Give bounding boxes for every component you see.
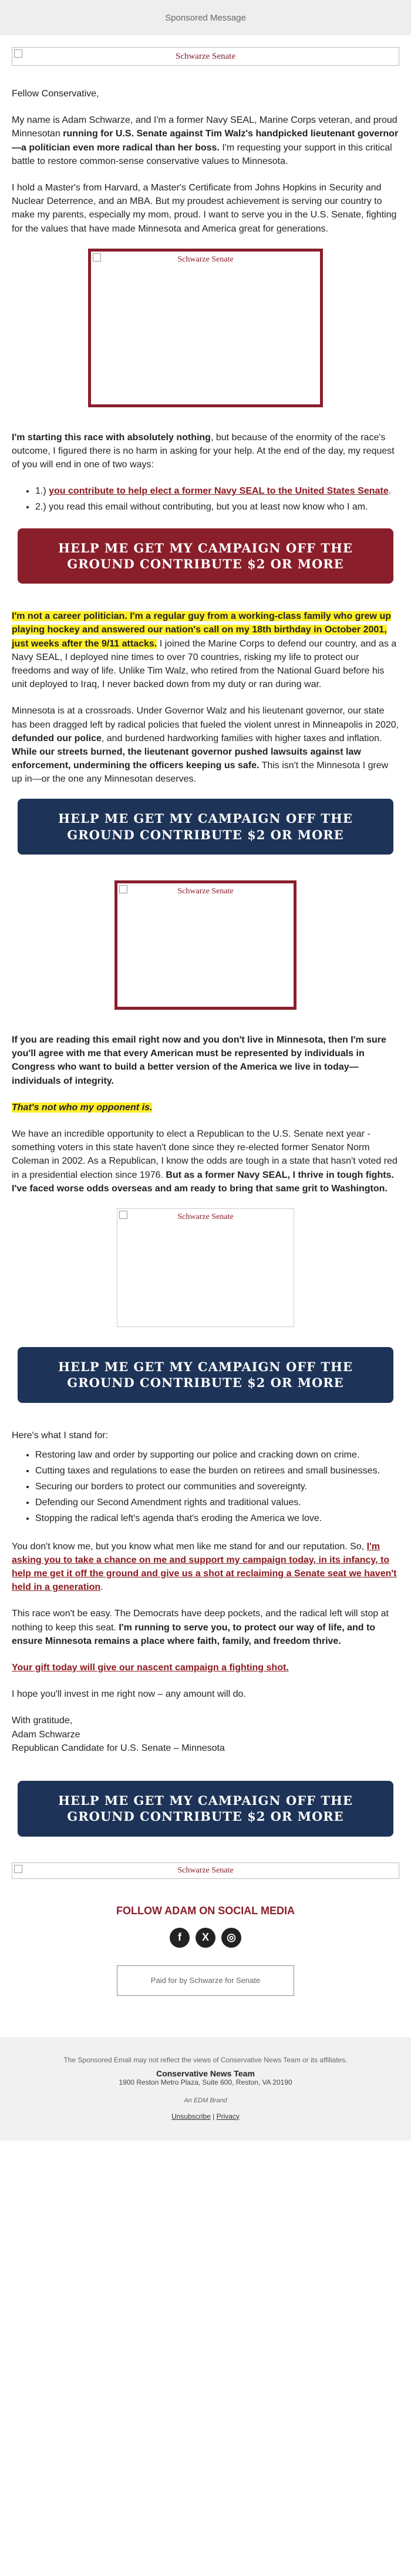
know-text: You don't know me, but you know what men like me stand for and our reputation. So, [12, 1541, 367, 1552]
stand-intro: Here's what I stand for: [12, 1430, 109, 1441]
sender-address: 1900 Reston Metro Plaza, Suite 600, Reston, VA 20190 [119, 2078, 292, 2086]
image-alt: Schwarze Senate [177, 254, 234, 264]
footer-banner-alt: Schwarze Senate [177, 1865, 234, 1875]
signoff [12, 1714, 399, 1755]
broken-image-icon [14, 1865, 22, 1873]
broken-image-icon [14, 49, 22, 58]
career-paragraph [12, 609, 399, 691]
signer-name: Adam Schwarze [12, 1729, 80, 1740]
crossroads-bold: While our streets burned, the lieutenant governor pushed lawsuits against law enforcement, undermining the officers keeping us safe. [12, 746, 361, 771]
fineprint-footer [0, 2037, 411, 2140]
campaign-image-2[interactable] [114, 880, 297, 1010]
crossroads-paragraph [12, 704, 399, 786]
option-suffix: . [388, 486, 392, 497]
instagram-icon[interactable]: ◎ [221, 1928, 241, 1948]
starting-paragraph [12, 431, 399, 472]
opportunity-text: We have an incredible opportunity to elect a Republican to the U.S. Senate next year - something voters in this state haven't done since they re-elected former Senator Norm Coleman in 2002. As a Republican, I know the odds are tough in a state that hasn't voted red in a presidential election since 1976. [12, 1129, 397, 1180]
link-separator: | [210, 2112, 217, 2121]
option-prefix: 1.) [35, 486, 49, 497]
stand-item: • Securing our borders to protect our communities and sovereignty. [35, 1480, 399, 1493]
social-icons [12, 1928, 399, 1948]
x-icon[interactable]: X [196, 1928, 215, 1948]
crossroads-text: Minnesota is at a crossroads. Under Governor Walz and his lieutenant governor, our state has been dragged left by radical policies that fueled the violent unrest in Minneapolis in 2020, [12, 706, 399, 730]
easy-paragraph [12, 1607, 399, 1648]
credentials-paragraph: I hold a Master's from Harvard, a Master's Certificate from Johns Hopkins in Security and Nuclear Deterrence, and an MBA. But my proudest achievement is serving our country to make my parents, especially my mom, proud. I want to serve you in the U.S. Senate, fighting for the values that have made Minnesota and America great for generations. [12, 182, 397, 234]
gift-paragraph [12, 1661, 399, 1674]
gift-link[interactable]: Your gift today will give our nascent campaign a fighting shot. [12, 1662, 289, 1673]
career-text: I joined the Marine Corps to defend our country, and as a Navy SEAL, I deployed nine times to over 70 countries, risking my life to protect our freedoms and way of life. Unlike Tim Walz, who retired from the National Guard before his unit deployed to Iraq, I never backed down from my duty or ran during war. [12, 638, 397, 690]
know-text-end: . [100, 1582, 103, 1593]
signoff-line: With gratitude, [12, 1716, 73, 1726]
opponent-highlight: That's not who my opponent is. [12, 1102, 153, 1113]
stands-list [12, 1448, 399, 1526]
privacy-link[interactable]: Privacy [216, 2112, 240, 2121]
know-paragraph [12, 1540, 399, 1594]
brand-tag: An EDM Brand [184, 2096, 227, 2104]
top-banner-image[interactable] [12, 47, 399, 66]
crossroads-bold: defunded our police [12, 733, 102, 743]
email-body [0, 47, 411, 1996]
intro-bold: running for U.S. Senate against Tim Walz's handpicked lieutenant governor—a politician even more radical than her boss. [12, 129, 399, 153]
easy-bold: I'm running to serve you, to protect our way of life, and to ensure Minnesota remains a place where faith, family, and freedom thrive. [12, 1622, 376, 1646]
greeting: Fellow Conservative, [12, 89, 99, 99]
stand-item: • Cutting taxes and regulations to ease the burden on retirees and small businesses. [35, 1464, 399, 1478]
crossroads-text: This isn't the Minnesota I grew up in—or the one any Minnesotan deserves. [12, 761, 389, 785]
easy-text: This race won't be easy. The Democrats have deep pockets, and the radical left will stop at nothing to keep this seat. [12, 1609, 389, 1633]
banner-alt: Schwarze Senate [175, 51, 236, 61]
sponsored-header [0, 0, 411, 35]
stand-item: • Restoring law and order by supporting our police and cracking down on crime. [35, 1448, 399, 1462]
footer-links [12, 2112, 399, 2121]
intro-text-end: I'm requesting your support in this critical battle to restore common-sense conservative values to Minnesota. [12, 142, 392, 166]
image-alt: Schwarze Senate [177, 887, 234, 896]
paid-for-text: Paid for by Schwarze for Senate [150, 1976, 261, 1985]
career-highlight: I'm not a career politician. I'm a regular guy from a working-class family who grew up playing hockey and answered our nation's call on my 18th birthday in October 2001, just weeks after the 9/11 attacks. [12, 611, 391, 649]
footer-banner-image[interactable] [12, 1863, 399, 1879]
contribute-button[interactable]: HELP ME GET MY CAMPAIGN OFF THE GROUND CONTRIBUTE $2 OR MORE [18, 799, 393, 855]
invest-paragraph: I hope you'll invest in me right now – any amount will do. [12, 1689, 246, 1700]
stand-item: • Defending our Second Amendment rights and traditional values. [35, 1496, 399, 1509]
contribute-button[interactable]: HELP ME GET MY CAMPAIGN OFF THE GROUND CONTRIBUTE $2 OR MORE [18, 1781, 393, 1837]
disclaimer: The Sponsored Email may not reflect the views of Conservative News Team or its affiliates. [63, 2055, 348, 2064]
sponsored-label: Sponsored Message [165, 12, 246, 23]
unsubscribe-link[interactable]: Unsubscribe [171, 2112, 211, 2121]
crossroads-text: , and burdened hardworking families with higher taxes and inflation. [101, 733, 382, 743]
intro-paragraph [12, 113, 399, 168]
signer-title: Republican Candidate for U.S. Senate – Minnesota [12, 1743, 225, 1753]
image-alt: Schwarze Senate [177, 1212, 234, 1221]
option-item [35, 500, 399, 514]
campaign-image-3[interactable] [117, 1208, 294, 1327]
sender-name: Conservative News Team [156, 2068, 255, 2078]
starting-bold: I'm starting this race with absolutely nothing [12, 432, 211, 443]
support-link[interactable]: I'm asking you to take a chance on me and support my campaign today, in its infancy, to help me get it off the ground and give us a shot at reclaiming a Senate seat we haven't held in a generation [12, 1541, 397, 1593]
option-text: you read this email without contributing, but you at least now know who I am. [49, 502, 368, 512]
options-list [12, 484, 399, 514]
option-item [35, 484, 399, 498]
contribute-link[interactable]: you contribute to help elect a former Navy SEAL to the United States Senate [49, 486, 389, 497]
facebook-icon[interactable]: f [170, 1928, 190, 1948]
intro-text: My name is Adam Schwarze, and I'm a former Navy SEAL, Marine Corps veteran, and proud Minnesotan [12, 115, 397, 139]
stand-item: • Stopping the radical left's agenda that's eroding the America we love. [35, 1512, 399, 1525]
campaign-image-1[interactable] [88, 249, 323, 407]
follow-heading: FOLLOW ADAM ON SOCIAL MEDIA [116, 1904, 295, 1917]
contribute-button[interactable]: HELP ME GET MY CAMPAIGN OFF THE GROUND CONTRIBUTE $2 OR MORE [18, 1347, 393, 1403]
option-prefix: 2.) [35, 502, 49, 512]
reading-paragraph: If you are reading this email right now and you don't live in Minnesota, then I'm sure you'll agree with me that every American must be represented by individuals in Congress who want to build a better version of the America we live in today—individuals of integrity. [12, 1035, 386, 1086]
starting-text: , but because of the enormity of the race's outcome, I figured there is no harm in asking for your help. At the end of the day, my request of you will end in one of two ways: [12, 432, 395, 470]
opportunity-paragraph [12, 1127, 399, 1195]
contribute-button[interactable]: HELP ME GET MY CAMPAIGN OFF THE GROUND CONTRIBUTE $2 OR MORE [18, 528, 393, 584]
opportunity-bold: But as a former Navy SEAL, I thrive in tough fights. I've faced worse odds overseas and am ready to bring that same grit to Washington. [12, 1170, 394, 1194]
opponent-paragraph [12, 1101, 399, 1114]
paid-for-box [117, 1965, 294, 1996]
